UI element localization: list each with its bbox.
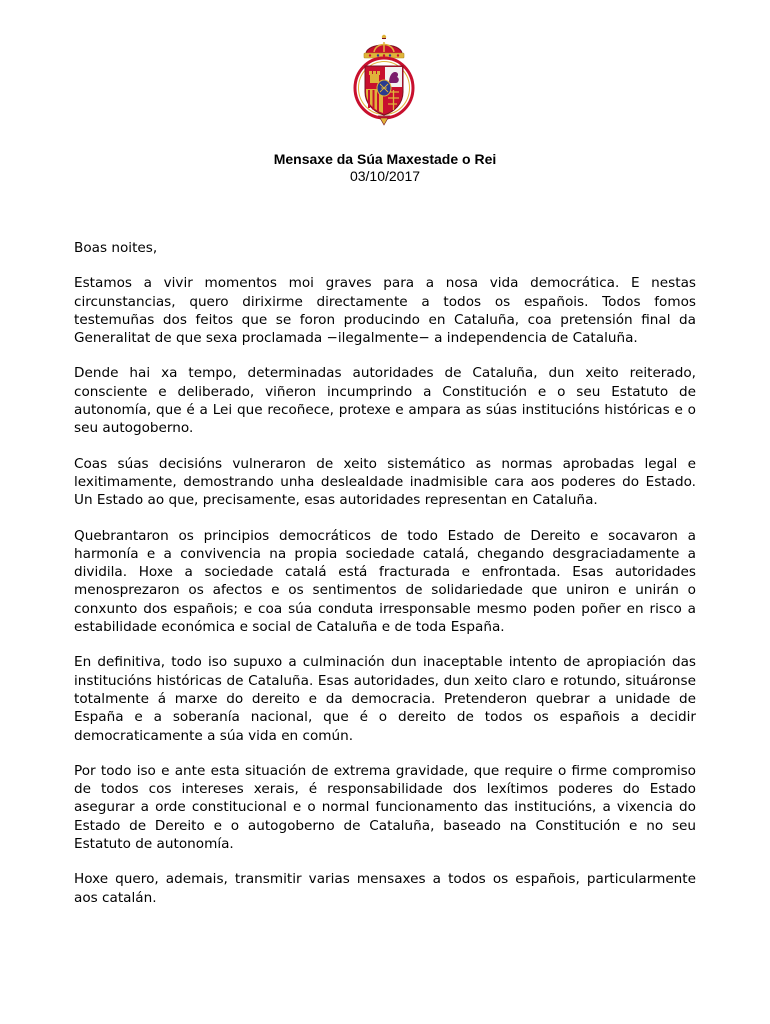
paragraph-2: Dende hai xa tempo, determinadas autoridades de Cataluña, dun xeito reiterado, consciente e deliberado, viñeron incumprindo a Constitución e o seu Estatuto de autonomía, que é a Lei que recoñece, protexe e ampara as súas institucións históricas e o seu autogoberno. (74, 365, 696, 437)
royal-coat-of-arms-icon (352, 32, 416, 126)
paragraph-6: Por todo iso e ante esta situación de extrema gravidade, que require o firme compromiso de todos cos intereses xerais, é responsabilidade dos lexítimos poderes do Estado asegurar a orde constitucional e o normal funcionamento das institucións, a vixencia do Estado de Dereito e o autogoberno de Cataluña, baseado na Constitución e no seu Estatuto de autonomía. (74, 762, 696, 853)
crown-icon (364, 35, 404, 58)
message-body (74, 239, 696, 924)
message-title: Mensaxe da Súa Maxestade o Rei (273, 151, 497, 167)
paragraph-1: Estamos a vivir momentos moi graves para a nosa vida democrática. E nestas circunstancias, quero dirixirme directamente a todos os españois. Todos fomos testemuñas dos feitos que se foron producindo en Cataluña, coa pretensión final da Generalitat de que sexa proclamada −ilegalmente− a independencia de Cataluña. (74, 275, 696, 347)
paragraph-7: Hoxe quero, ademais, transmitir varias mensaxes a todos os españois, particularmente aos catalán. (74, 871, 696, 906)
shield-icon (365, 66, 403, 116)
message-date: 03/10/2017 (349, 168, 421, 184)
greeting: Boas noites, (74, 240, 158, 256)
paragraph-3: Coas súas decisións vulneraron de xeito sistemático as normas aprobadas legal e lexitimamente, demostrando unha deslealdade inadmisible cara aos poderes do Estado. Un Estado ao que, precisamente, esas autoridades representan en Cataluña. (74, 455, 696, 509)
paragraph-5: En definitiva, todo iso supuxo a culminación dun inaceptable intento de apropiación das institucións históricas de Cataluña. Esas autoridades, dun xeito claro e rotundo, situáronse totalmente á marxe do dereito e da democracia. Pretenderon quebrar a unidade de España e a soberanía nacional, que é o dereito de todos os españois a decidir democraticamente a súa vida en común. (74, 654, 696, 744)
document-header (0, 151, 770, 185)
paragraph-4: Quebrantaron os principios democráticos de todo Estado de Dereito e socavaron a harmonía e a convivencia na propia sociedade catalá, chegando desgraciadamente a dividila. Hoxe a sociedade catalá está fracturada e enfrontada. Esas autoridades menosprezaron os afectos e os sentimentos de solidariedade que uniron e unirán o conxunto dos españois; e coa súa conduta irresponsable mesmo poden poñer en risco a estabilidade económica e social de Cataluña e de toda España. (74, 527, 696, 636)
